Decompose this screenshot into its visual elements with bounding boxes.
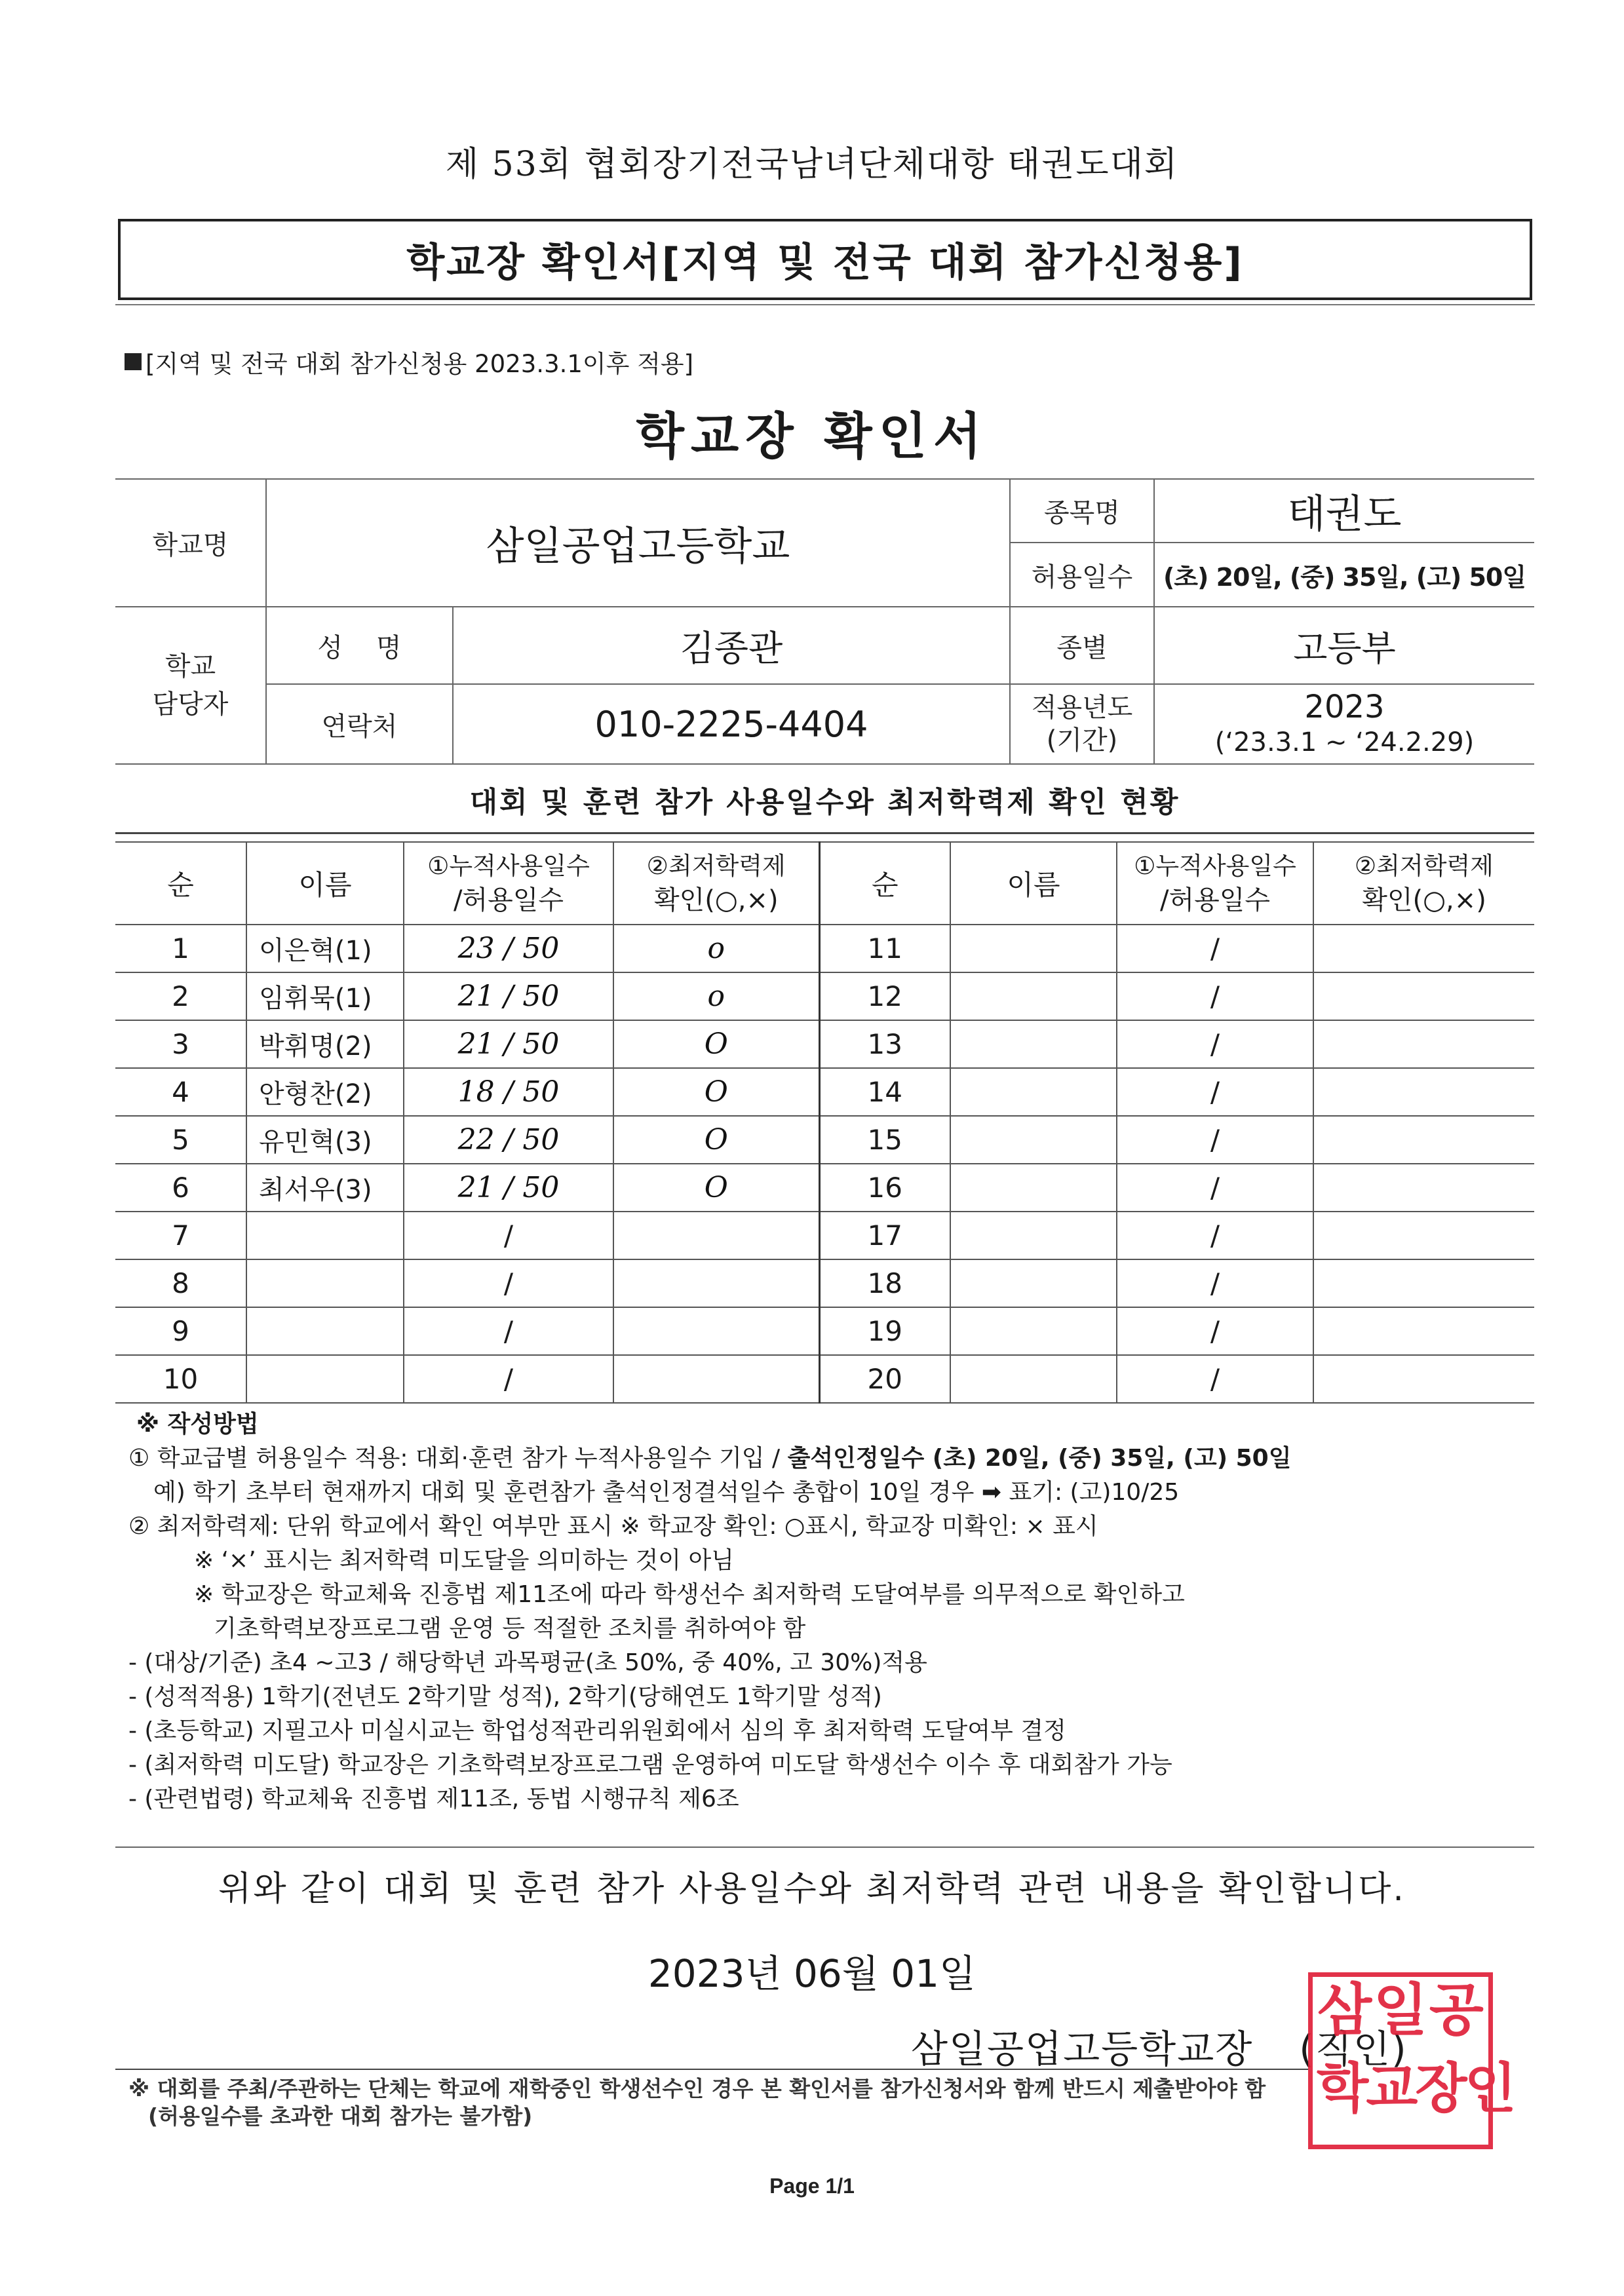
table-row xyxy=(115,1164,1534,1212)
athlete-name xyxy=(246,1259,404,1307)
days-used: / xyxy=(404,1212,613,1259)
page-number: Page 1/1 xyxy=(769,2174,855,2198)
days-used: 22 / 50 xyxy=(404,1116,613,1164)
table-row xyxy=(115,1116,1534,1164)
principal-title: 삼일공업고등학교장 xyxy=(911,2027,1254,2071)
athlete-name: 박휘명(2) xyxy=(246,1020,404,1068)
athlete-name xyxy=(950,925,1117,972)
row-number: 10 xyxy=(115,1355,246,1403)
athlete-name xyxy=(246,1355,404,1403)
records-title: 대회 및 훈련 참가 사용일수와 최저학력제 확인 현황 xyxy=(469,786,1180,819)
table-row xyxy=(115,1020,1534,1068)
days-used: / xyxy=(404,1307,613,1355)
athlete-name: 최서우(3) xyxy=(246,1164,404,1212)
athlete-name xyxy=(950,1116,1117,1164)
col-no-header: 순 xyxy=(819,842,950,925)
year-period: (‘23.3.1 ~ ‘24.2.29) xyxy=(1214,727,1475,757)
col-days-header: ①누적사용일수 /허용일수 xyxy=(404,842,613,925)
year-cell xyxy=(1154,684,1534,764)
row-number: 3 xyxy=(115,1020,246,1068)
divider xyxy=(115,304,1535,305)
instruction-line: 기초학력보장프로그램 운영 등 적절한 조치를 취하여야 함 xyxy=(214,1615,806,1642)
applicability-note xyxy=(125,344,693,379)
row-number: 19 xyxy=(819,1307,950,1355)
academic-check: O xyxy=(613,1164,819,1212)
sport-value: 태권도 xyxy=(1154,479,1534,543)
academic-check xyxy=(613,1307,819,1355)
days-used: / xyxy=(1117,1212,1313,1259)
academic-check xyxy=(613,1259,819,1307)
records-table xyxy=(115,841,1534,1404)
days-used: / xyxy=(404,1259,613,1307)
instruction-line: ② 최저학력제: 단위 학교에서 확인 여부만 표시 ※ 학교장 확인: ○표시, 학교장 미확인: × 표시 xyxy=(128,1513,1098,1540)
divider xyxy=(115,2069,1308,2070)
table-row xyxy=(115,972,1534,1020)
footer-note-line: ※ 대회를 주최/주관하는 단체는 학교에 재학중인 학생선수인 경우 본 확인서를 참가신청서와 함께 반드시 제출받아야 함 xyxy=(128,2076,1266,2101)
days-used: / xyxy=(1117,925,1313,972)
event-title: 제 53회 협회장기전국남녀단체대항 태권도대회 xyxy=(445,145,1179,184)
athlete-name xyxy=(246,1307,404,1355)
table-row xyxy=(115,1355,1534,1403)
row-number: 2 xyxy=(115,972,246,1020)
row-number: 6 xyxy=(115,1164,246,1212)
academic-check: O xyxy=(613,1020,819,1068)
row-number: 14 xyxy=(819,1068,950,1116)
col-name-header: 이름 xyxy=(950,842,1117,925)
school-name: 삼일공업고등학교 xyxy=(266,479,1010,607)
row-number: 18 xyxy=(819,1259,950,1307)
days-used: 23 / 50 xyxy=(404,925,613,972)
row-number: 1 xyxy=(115,925,246,972)
academic-check: O xyxy=(613,1068,819,1116)
days-used: / xyxy=(1117,1164,1313,1212)
col-check-header: ②최저학력제 확인(○,×) xyxy=(1313,842,1534,925)
academic-check xyxy=(1313,1307,1534,1355)
academic-check: o xyxy=(613,972,819,1020)
academic-check xyxy=(613,1355,819,1403)
athlete-name: 임휘묵(1) xyxy=(246,972,404,1020)
athlete-name xyxy=(950,1259,1117,1307)
contact-label: 연락처 xyxy=(266,684,453,764)
row-number: 12 xyxy=(819,972,950,1020)
instruction-line: ※ ‘×’ 표시는 최저학력 미도달을 의미하는 것이 아님 xyxy=(194,1547,735,1574)
academic-check xyxy=(1313,1116,1534,1164)
col-days-header: ①누적사용일수 /허용일수 xyxy=(1117,842,1313,925)
academic-check xyxy=(1313,1164,1534,1212)
days-used: / xyxy=(1117,972,1313,1020)
year-value: 2023 xyxy=(1304,689,1385,725)
row-number: 11 xyxy=(819,925,950,972)
table-row xyxy=(115,1068,1534,1116)
manager-name-label: 성 명 xyxy=(266,607,453,684)
row-number: 5 xyxy=(115,1116,246,1164)
table-row xyxy=(115,1307,1534,1355)
days-used: / xyxy=(1117,1020,1313,1068)
issue-date: 2023년 06월 01일 xyxy=(648,1951,976,1996)
writing-instructions xyxy=(115,1407,1534,1816)
days-used: / xyxy=(1117,1355,1313,1403)
instruction-line: - (초등학교) 지필고사 미실시교는 학업성적관리위원회에서 심의 후 최저학력 도달여부 결정 xyxy=(128,1717,1066,1744)
days-used: 21 / 50 xyxy=(404,1164,613,1212)
certificate-title: 학교장 확인서 xyxy=(636,407,988,465)
school-info-table xyxy=(115,478,1534,765)
row-number: 20 xyxy=(819,1355,950,1403)
athlete-name: 이은혁(1) xyxy=(246,925,404,972)
row-number: 7 xyxy=(115,1212,246,1259)
academic-check xyxy=(1313,1020,1534,1068)
athlete-name: 유민혁(3) xyxy=(246,1116,404,1164)
divider xyxy=(115,1846,1534,1848)
instructions-heading: ※ 작성방법 xyxy=(136,1411,259,1438)
confirmation-statement: 위와 같이 대회 및 훈련 참가 사용일수와 최저학력 관련 내용을 확인합니다. xyxy=(218,1869,1406,1909)
table-row xyxy=(115,925,1534,972)
divider xyxy=(115,832,1534,834)
days-used: / xyxy=(404,1355,613,1403)
footer-note xyxy=(128,2075,1505,2130)
days-used: / xyxy=(1117,1259,1313,1307)
academic-check: O xyxy=(613,1116,819,1164)
athlete-name xyxy=(246,1212,404,1259)
allowed-days-value: (초) 20일, (중) 35일, (고) 50일 xyxy=(1154,543,1534,607)
row-number: 15 xyxy=(819,1116,950,1164)
division-value: 고등부 xyxy=(1154,607,1534,684)
square-bullet-icon xyxy=(125,353,142,370)
instruction-line: - (관련법령) 학교체육 진흥법 제11조, 동법 시행규칙 제6조 xyxy=(128,1786,739,1812)
row-number: 13 xyxy=(819,1020,950,1068)
allowed-days-label: 허용일수 xyxy=(1010,543,1154,607)
row-number: 9 xyxy=(115,1307,246,1355)
manager-label: 학교 담당자 xyxy=(115,607,266,764)
days-used: / xyxy=(1117,1068,1313,1116)
col-name-header: 이름 xyxy=(246,842,404,925)
academic-check: o xyxy=(613,925,819,972)
instruction-line: - (대상/기준) 초4 ~고3 / 해당학년 과목평균(초 50%, 중 40%, 고 30%)적용 xyxy=(128,1649,927,1676)
col-check-header: ②최저학력제 확인(○,×) xyxy=(613,842,819,925)
athlete-name xyxy=(950,1212,1117,1259)
athlete-name xyxy=(950,1020,1117,1068)
document-title-box: 학교장 확인서[지역 및 전국 대회 참가신청용] xyxy=(118,219,1532,300)
athlete-name xyxy=(950,1355,1117,1403)
athlete-name xyxy=(950,972,1117,1020)
row-number: 8 xyxy=(115,1259,246,1307)
academic-check xyxy=(1313,925,1534,972)
days-used: / xyxy=(1117,1116,1313,1164)
days-used: 21 / 50 xyxy=(404,972,613,1020)
school-name-label: 학교명 xyxy=(115,479,266,607)
col-no-header: 순 xyxy=(115,842,246,925)
athlete-name xyxy=(950,1307,1117,1355)
instruction-line: - (최저학력 미도달) 학교장은 기초학력보장프로그램 운영하여 미도달 학생선수 이수 후 대회참가 가능 xyxy=(128,1751,1172,1778)
athlete-name: 안형찬(2) xyxy=(246,1068,404,1116)
table-header-row xyxy=(115,842,1534,925)
days-used: 18 / 50 xyxy=(404,1068,613,1116)
official-seal-label: (직인) xyxy=(1299,2027,1408,2071)
athlete-name xyxy=(950,1068,1117,1116)
table-row xyxy=(115,1259,1534,1307)
row-number: 4 xyxy=(115,1068,246,1116)
division-label: 종별 xyxy=(1010,607,1154,684)
sport-label: 종목명 xyxy=(1010,479,1154,543)
academic-check xyxy=(1313,972,1534,1020)
row-number: 17 xyxy=(819,1212,950,1259)
row-number: 16 xyxy=(819,1164,950,1212)
instruction-line: - (성적적용) 1학기(전년도 2학기말 성적), 2학기(당해연도 1학기말 성적) xyxy=(128,1683,882,1710)
academic-check xyxy=(1313,1259,1534,1307)
instruction-line: ① 학교급별 허용일수 적용: 대회·훈련 참가 누적사용일수 기입 / 출석인정일수 (초) 20일, (중) 35일, (고) 50일 xyxy=(128,1445,1292,1472)
official-seal-stamp: 삼 일 공 학교장인 xyxy=(1308,1972,1493,2149)
instruction-line: 예) 학기 초부터 현재까지 대회 및 훈련참가 출석인정결석일수 총합이 10일 경우 ➡ 표기: (고)10/25 xyxy=(153,1479,1180,1506)
days-used: 21 / 50 xyxy=(404,1020,613,1068)
contact-value: 010-2225-4404 xyxy=(453,684,1010,764)
days-used: / xyxy=(1117,1307,1313,1355)
academic-check xyxy=(1313,1355,1534,1403)
academic-check xyxy=(1313,1212,1534,1259)
applicability-note-text: [지역 및 전국 대회 참가신청용 2023.3.1이후 적용] xyxy=(145,350,694,378)
instruction-line: ※ 학교장은 학교체육 진흥법 제11조에 따라 학생선수 최저학력 도달여부를 의무적으로 확인하고 xyxy=(194,1581,1185,1608)
academic-check xyxy=(613,1212,819,1259)
table-row xyxy=(115,1212,1534,1259)
manager-name: 김종관 xyxy=(453,607,1010,684)
athlete-name xyxy=(950,1164,1117,1212)
year-label: 적용년도 (기간) xyxy=(1010,684,1154,764)
footer-note-line: (허용일수를 초과한 대회 참가는 불가함) xyxy=(148,2103,533,2129)
academic-check xyxy=(1313,1068,1534,1116)
